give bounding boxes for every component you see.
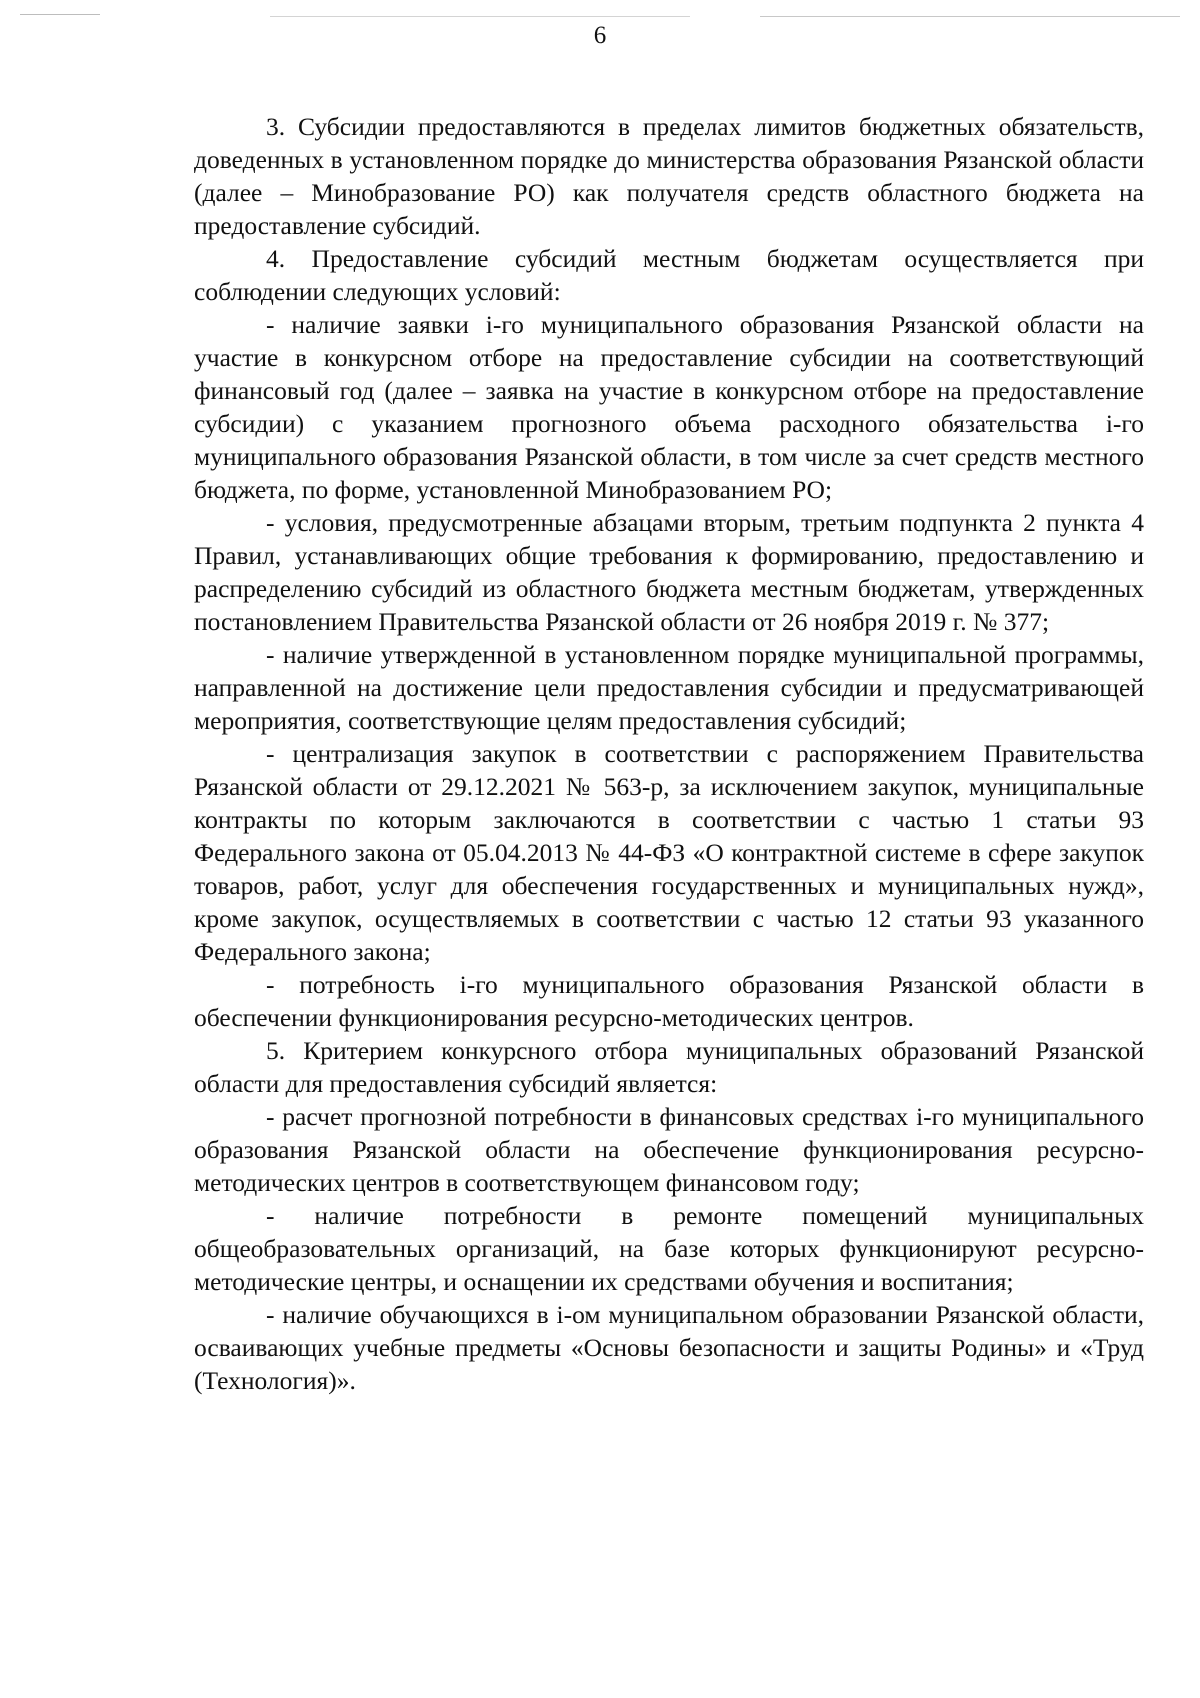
condition-need: - потребность i-го муниципального образования Рязанской области в обеспечении функционирования ресурсно-методических центров.: [194, 970, 1144, 1032]
scan-artifact-left: [20, 14, 100, 15]
criterion-repair: - наличие потребности в ремонте помещений муниципальных общеобразовательных организаций, на базе которых функционируют ресурсно-методические центры, и оснащении их средствами обучения и воспитания;: [194, 1201, 1144, 1296]
condition-rules: - условия, предусмотренные абзацами вторым, третьим подпункта 2 пункта 4 Правил, устанавливающих общие требования к формированию, предоставлению и распределению субсидий из областного бюджета местным бюджетам, утвержденных постановлением Правительства Рязанской области от 26 ноября 2019 г. № 377;: [194, 508, 1144, 636]
criterion-forecast: - расчет прогнозной потребности в финансовых средствах i-го муниципального образования Рязанской области на обеспечение функционирования ресурсно-методических центров в соответствующем финансовом году;: [194, 1102, 1144, 1197]
paragraph-limits: 3. Субсидии предоставляются в пределах лимитов бюджетных обязательств, доведенных в установленном порядке до министерства образования Рязанской области (далее – Минобразование РО) как получателя средств областного бюджета на предоставление субсидий.: [194, 112, 1144, 240]
condition-application: - наличие заявки i-го муниципального образования Рязанской области на участие в конкурсном отборе на предоставление субсидии на соответствующий финансовый год (далее – заявка на участие в конкурсном отборе на предоставление субсидии) с указанием прогнозного объема расходного обязательства i-го муниципального образования Рязанской области, в том числе за счет средств местного бюджета, по форме, установленной Минобразованием РО;: [194, 310, 1144, 504]
scan-artifact-center: [270, 16, 690, 17]
body-text: [194, 110, 1144, 1397]
page-number: 6: [593, 22, 607, 49]
paragraph-conditions-intro: 4. Предоставление субсидий местным бюджетам осуществляется при соблюдении следующих условий:: [194, 244, 1144, 306]
criterion-students: - наличие обучающихся в i-ом муниципальном образовании Рязанской области, осваивающих учебные предметы «Основы безопасности и защиты Родины» и «Труд (Технология)».: [194, 1300, 1144, 1395]
scan-artifact-right: [760, 16, 1180, 17]
condition-procurement: - централизация закупок в соответствии с распоряжением Правительства Рязанской области от 29.12.2021 № 563-р, за исключением закупок, муниципальные контракты по которым заключаются в соответствии с частью 1 статьи 93 Федерального закона от 05.04.2013 № 44-ФЗ «О контрактной системе в сфере закупок товаров, работ, услуг для обеспечения государственных и муниципальных нужд», кроме закупок, осуществляемых в соответствии с частью 12 статьи 93 указанного Федерального закона;: [194, 739, 1144, 966]
paragraph-criteria-intro: 5. Критерием конкурсного отбора муниципальных образований Рязанской области для предоставления субсидий является:: [194, 1036, 1144, 1098]
condition-program: - наличие утвержденной в установленном порядке муниципальной программы, направленной на достижение цели предоставления субсидии и предусматривающей мероприятия, соответствующие целям предоставления субсидий;: [194, 640, 1144, 735]
